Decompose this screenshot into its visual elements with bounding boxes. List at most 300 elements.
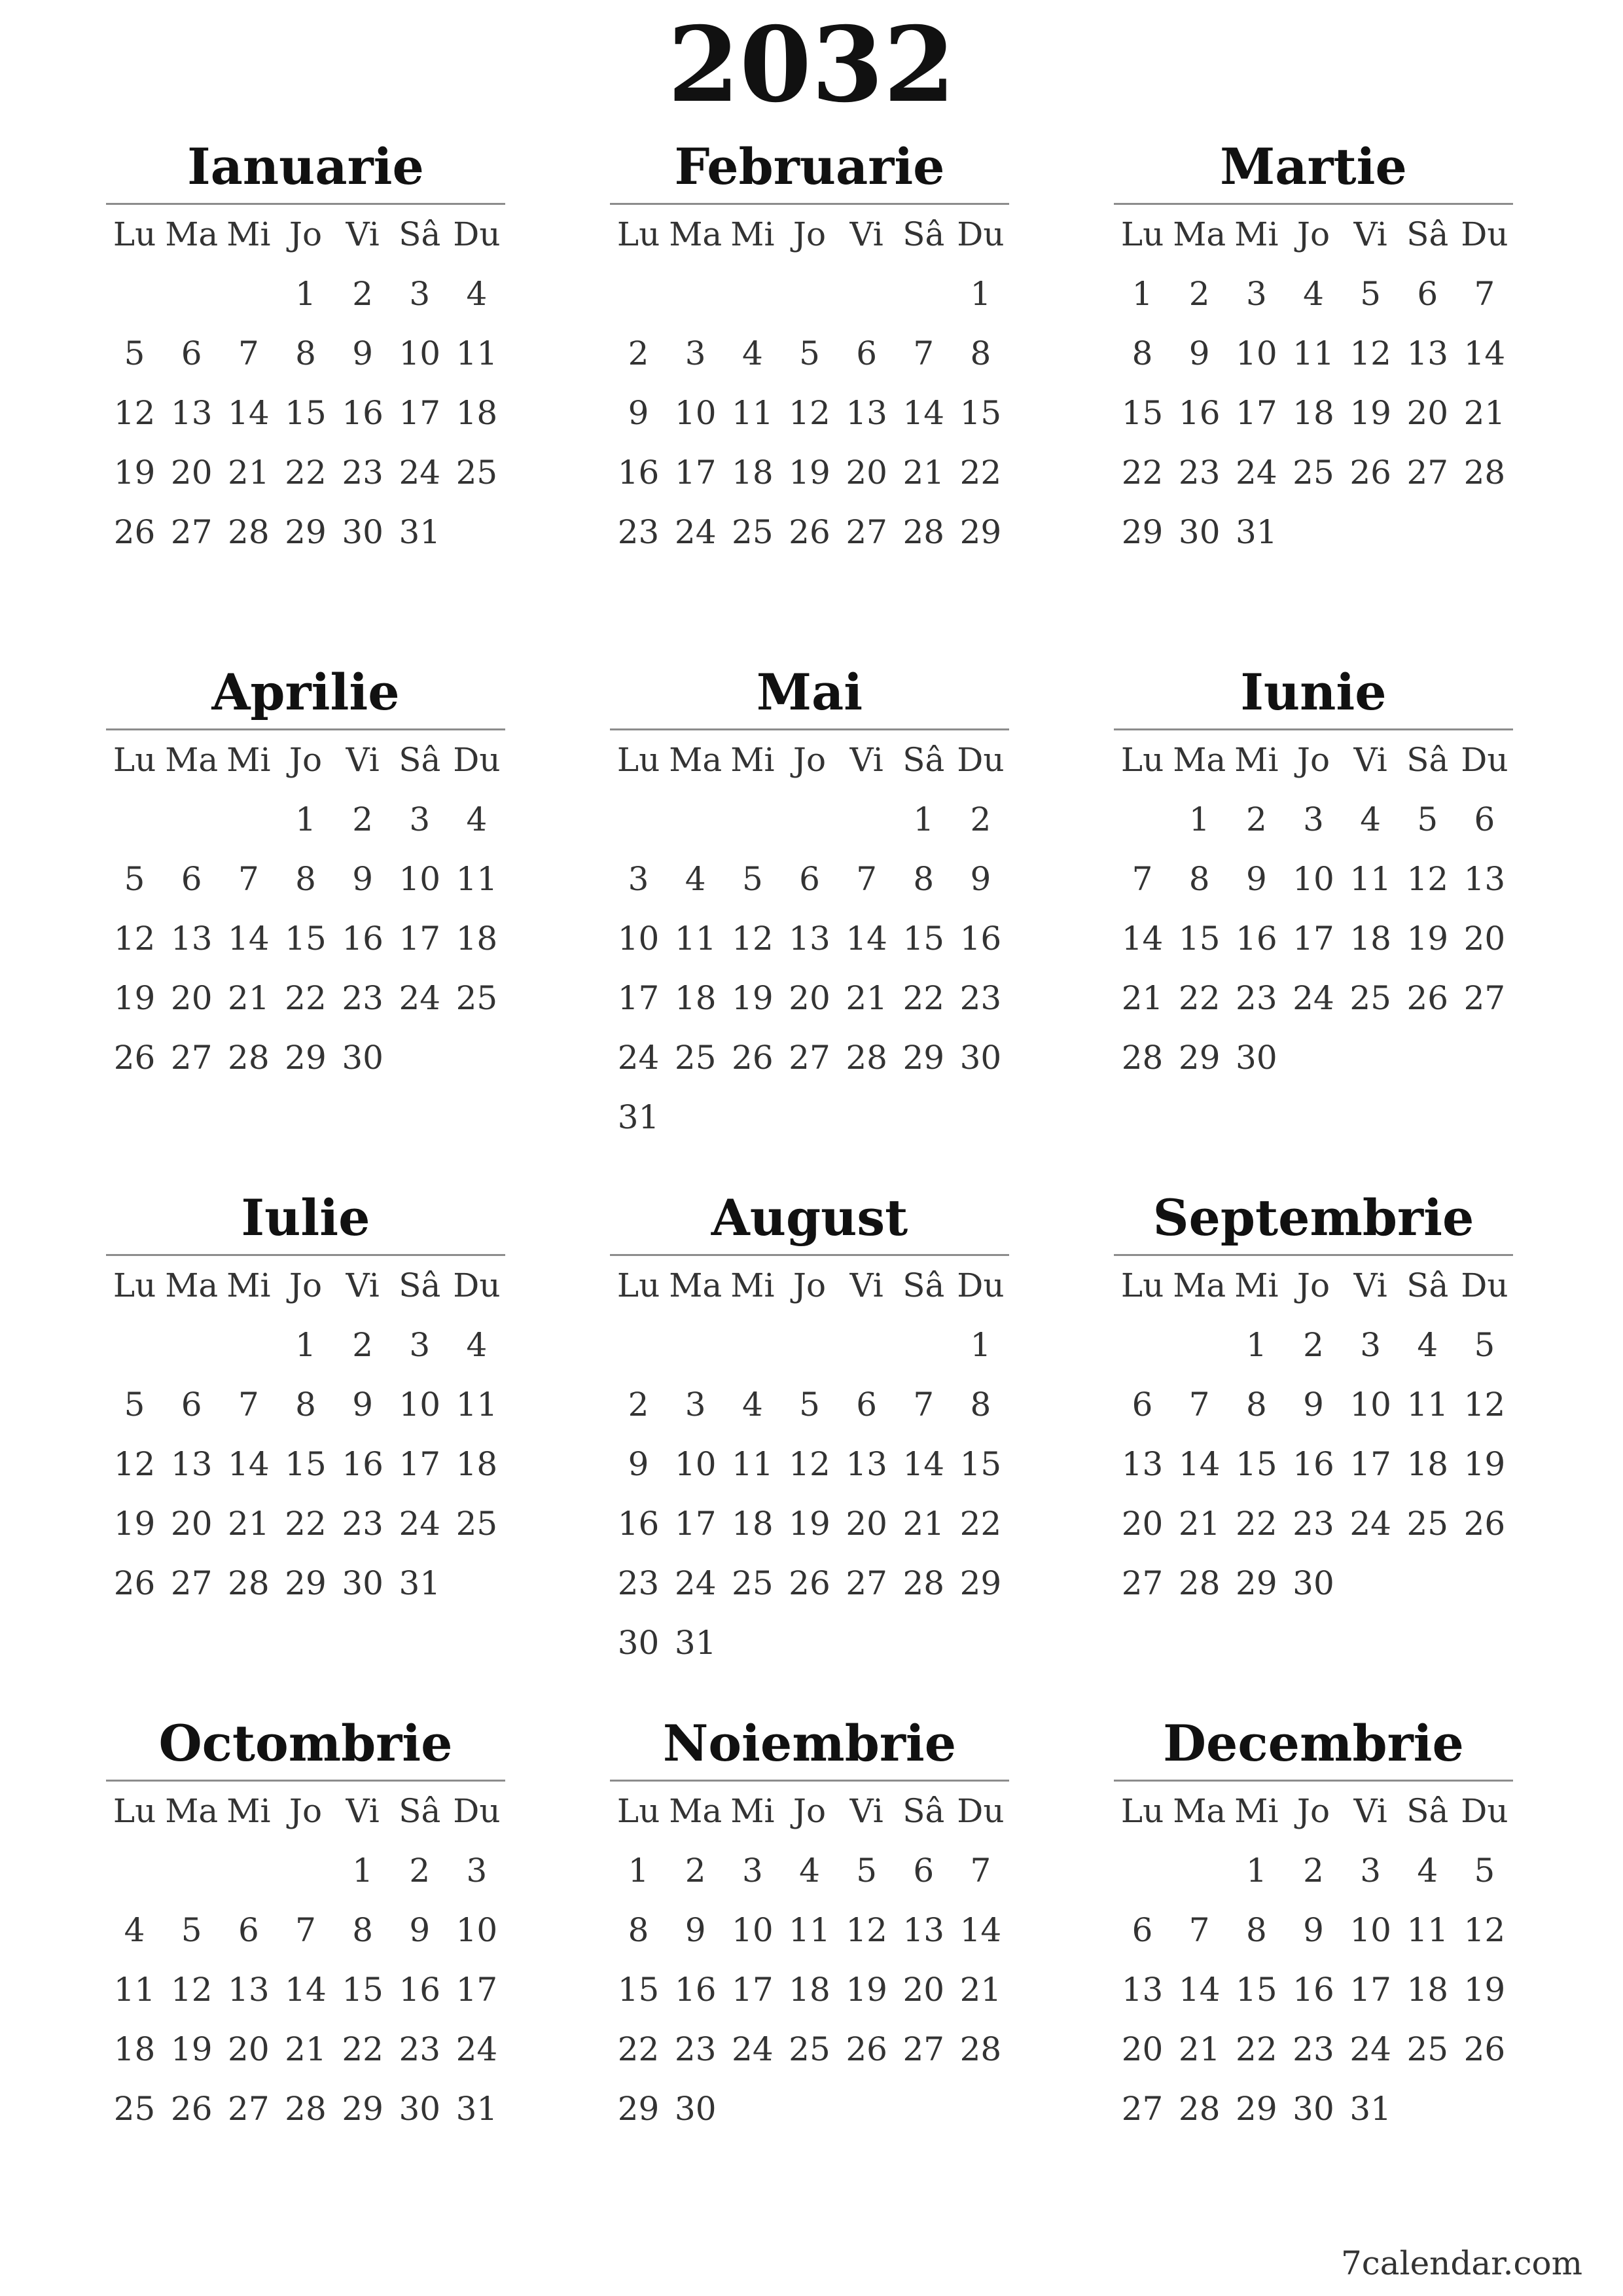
day-cell: 25	[1349, 979, 1391, 1017]
day-cell: 12	[789, 1445, 830, 1483]
weekday-header: Mi	[1234, 1266, 1279, 1304]
day-cell: 25	[789, 2030, 830, 2068]
year-title: 2032	[668, 5, 955, 126]
day-cell: 23	[1293, 2030, 1334, 2068]
day-cell: 24	[1349, 1505, 1391, 1543]
weekday-header: Jo	[1296, 215, 1330, 253]
day-cell: 5	[124, 1386, 145, 1424]
day-cell: 10	[617, 920, 660, 958]
day-cell: 2	[628, 1386, 649, 1424]
day-cell: 6	[1474, 800, 1495, 838]
day-cell: 13	[170, 1445, 213, 1483]
day-cell: 21	[228, 1505, 270, 1543]
day-cell: 8	[1245, 1386, 1267, 1424]
day-cell: 31	[1349, 2090, 1391, 2128]
day-cell: 27	[1463, 979, 1506, 1017]
day-cell: 7	[970, 1852, 991, 1890]
day-cell: 23	[342, 1505, 383, 1543]
day-cell: 30	[959, 1039, 1002, 1077]
day-cell: 8	[970, 1386, 991, 1424]
day-cell: 31	[674, 1624, 717, 1662]
day-cell: 27	[846, 1564, 887, 1602]
weekday-header: Du	[957, 1266, 1005, 1304]
weekday-header: Sâ	[1406, 741, 1449, 779]
weekday-header: Sâ	[1406, 215, 1449, 253]
day-cell: 27	[846, 513, 887, 551]
weekday-header: Lu	[616, 215, 660, 253]
empty-day-cell	[1171, 1841, 1228, 1901]
empty-day-cell	[610, 790, 667, 850]
empty-day-cell	[163, 790, 220, 850]
weekday-header: Ma	[165, 1792, 219, 1830]
day-cell: 27	[170, 1564, 213, 1602]
day-cell: 9	[409, 1911, 431, 1949]
month-block	[610, 1182, 1009, 1673]
weekday-header: Ma	[669, 1266, 722, 1304]
day-cell: 29	[617, 2090, 660, 2128]
day-cell: 24	[674, 1564, 717, 1602]
day-cell: 29	[959, 1564, 1002, 1602]
day-cell: 5	[799, 334, 820, 372]
day-cell: 4	[799, 1852, 820, 1890]
day-cell: 18	[455, 920, 498, 958]
day-cell: 14	[846, 920, 887, 958]
day-cell: 13	[789, 920, 830, 958]
day-cell: 24	[1236, 454, 1277, 492]
weekday-header: Ma	[165, 741, 219, 779]
month-name: Martie	[1220, 137, 1407, 196]
day-cell: 26	[1406, 979, 1449, 1017]
day-cell: 2	[1245, 800, 1267, 838]
day-cell: 14	[959, 1911, 1002, 1949]
day-cell: 7	[1474, 275, 1495, 313]
day-cell: 26	[170, 2090, 213, 2128]
day-cell: 19	[1349, 394, 1391, 432]
month-name: Mai	[756, 663, 863, 721]
day-cell: 21	[285, 2030, 327, 2068]
day-cell: 6	[181, 334, 202, 372]
day-cell: 17	[1349, 1445, 1391, 1483]
day-cell: 1	[295, 800, 316, 838]
day-cell: 22	[617, 2030, 660, 2068]
weekday-header: Sâ	[399, 215, 441, 253]
day-cell: 31	[399, 1564, 441, 1602]
day-cell: 26	[789, 1564, 830, 1602]
day-cell: 19	[789, 454, 830, 492]
day-cell: 28	[1121, 1039, 1164, 1077]
weekday-header: Sâ	[902, 215, 945, 253]
day-cell: 31	[1236, 513, 1277, 551]
day-cell: 16	[1293, 1971, 1334, 2009]
day-cell: 12	[789, 394, 830, 432]
day-cell: 30	[1236, 1039, 1277, 1077]
day-cell: 10	[1293, 860, 1334, 898]
day-cell: 15	[902, 920, 945, 958]
day-cell: 8	[295, 1386, 316, 1424]
day-cell: 22	[959, 1505, 1002, 1543]
day-cell: 16	[342, 1445, 383, 1483]
day-cell: 23	[342, 979, 383, 1017]
day-cell: 6	[913, 1852, 935, 1890]
weekday-header: Mi	[1234, 741, 1279, 779]
day-cell: 18	[1349, 920, 1391, 958]
day-cell: 5	[1474, 1852, 1495, 1890]
day-cell: 16	[1236, 920, 1277, 958]
month-block	[610, 131, 1009, 562]
day-cell: 21	[959, 1971, 1002, 2009]
month-name: Decembrie	[1163, 1714, 1464, 1772]
day-cell: 18	[674, 979, 717, 1017]
day-cell: 3	[685, 334, 706, 372]
day-cell: 15	[959, 1445, 1002, 1483]
day-cell: 30	[1293, 2090, 1334, 2128]
day-cell: 11	[732, 1445, 774, 1483]
day-cell: 10	[399, 334, 441, 372]
day-cell: 12	[732, 920, 774, 958]
day-cell: 16	[959, 920, 1002, 958]
day-cell: 3	[1360, 1326, 1382, 1364]
weekday-header: Jo	[1296, 1792, 1330, 1830]
day-cell: 13	[1121, 1971, 1164, 2009]
weekday-header: Sâ	[902, 1266, 945, 1304]
month-day-grid	[1114, 730, 1513, 1088]
day-cell: 3	[409, 1326, 431, 1364]
weekday-header: Mi	[730, 741, 775, 779]
day-cell: 18	[1406, 1971, 1449, 2009]
weekday-header: Lu	[113, 741, 156, 779]
day-cell: 17	[674, 1505, 717, 1543]
weekday-header: Jo	[793, 741, 827, 779]
day-cell: 28	[1463, 454, 1506, 492]
day-cell: 23	[617, 1564, 660, 1602]
day-cell: 13	[228, 1971, 270, 2009]
weekday-header: Vi	[346, 1266, 380, 1304]
day-cell: 19	[113, 1505, 156, 1543]
day-cell: 8	[1245, 1911, 1267, 1949]
weekday-header: Ma	[669, 1792, 722, 1830]
weekday-header: Sâ	[902, 1792, 945, 1830]
day-cell: 27	[789, 1039, 830, 1077]
weekday-header: Jo	[289, 1792, 323, 1830]
weekday-header: Lu	[616, 741, 660, 779]
month-day-grid	[1114, 1256, 1513, 1613]
day-cell: 11	[674, 920, 717, 958]
day-cell: 25	[1406, 2030, 1449, 2068]
day-cell: 19	[170, 2030, 213, 2068]
day-cell: 29	[1178, 1039, 1221, 1077]
day-cell: 29	[1236, 1564, 1277, 1602]
day-cell: 5	[1417, 800, 1438, 838]
weekday-header: Ma	[165, 1266, 219, 1304]
day-cell: 3	[628, 860, 649, 898]
day-cell: 6	[856, 334, 878, 372]
empty-day-cell	[220, 1316, 277, 1375]
day-cell: 29	[1121, 513, 1164, 551]
weekday-header: Vi	[346, 741, 380, 779]
day-cell: 15	[1178, 920, 1221, 958]
day-cell: 13	[846, 1445, 887, 1483]
empty-day-cell	[1171, 1316, 1228, 1375]
day-cell: 22	[1121, 454, 1164, 492]
day-cell: 1	[1245, 1326, 1267, 1364]
day-cell: 6	[1417, 275, 1438, 313]
footer-site-credit[interactable]: 7calendar.com	[1340, 2244, 1582, 2282]
day-cell: 29	[902, 1039, 945, 1077]
day-cell: 4	[1360, 800, 1382, 838]
day-cell: 16	[342, 394, 383, 432]
day-cell: 16	[342, 920, 383, 958]
day-cell: 13	[170, 920, 213, 958]
day-cell: 17	[674, 454, 717, 492]
day-cell: 5	[741, 860, 763, 898]
day-cell: 14	[228, 1445, 270, 1483]
day-cell: 7	[238, 1386, 259, 1424]
day-cell: 1	[1132, 275, 1153, 313]
day-cell: 24	[617, 1039, 660, 1077]
day-cell: 30	[342, 513, 383, 551]
weekday-header: Sâ	[902, 741, 945, 779]
weekday-header: Vi	[1353, 215, 1387, 253]
day-cell: 15	[285, 920, 327, 958]
weekday-header: Jo	[793, 1266, 827, 1304]
empty-day-cell	[106, 1316, 163, 1375]
day-cell: 3	[409, 800, 431, 838]
day-cell: 7	[856, 860, 878, 898]
day-cell: 5	[181, 1911, 202, 1949]
day-cell: 10	[674, 1445, 717, 1483]
day-cell: 21	[228, 454, 270, 492]
month-day-grid	[106, 1256, 505, 1613]
weekday-header: Ma	[1173, 741, 1226, 779]
day-cell: 16	[1178, 394, 1221, 432]
day-cell: 26	[113, 513, 156, 551]
day-cell: 8	[352, 1911, 374, 1949]
weekday-header: Lu	[616, 1266, 660, 1304]
day-cell: 21	[1178, 1505, 1221, 1543]
day-cell: 14	[1178, 1445, 1221, 1483]
day-cell: 5	[799, 1386, 820, 1424]
day-cell: 21	[1178, 2030, 1221, 2068]
day-cell: 16	[399, 1971, 441, 2009]
weekday-header: Jo	[289, 741, 323, 779]
empty-day-cell	[895, 1316, 952, 1375]
empty-day-cell	[163, 264, 220, 324]
empty-day-cell	[781, 264, 838, 324]
empty-day-cell	[838, 264, 895, 324]
day-cell: 26	[113, 1564, 156, 1602]
day-cell: 24	[399, 1505, 441, 1543]
day-cell: 19	[789, 1505, 830, 1543]
day-cell: 30	[1178, 513, 1221, 551]
day-cell: 14	[285, 1971, 327, 2009]
day-cell: 3	[1303, 800, 1324, 838]
weekday-header: Lu	[1120, 215, 1164, 253]
day-cell: 2	[628, 334, 649, 372]
weekday-header: Jo	[289, 215, 323, 253]
weekday-header: Du	[1461, 741, 1508, 779]
weekday-header: Mi	[226, 741, 271, 779]
day-cell: 24	[399, 979, 441, 1017]
empty-day-cell	[106, 264, 163, 324]
day-cell: 25	[1406, 1505, 1449, 1543]
day-cell: 2	[685, 1852, 706, 1890]
day-cell: 10	[674, 394, 717, 432]
day-cell: 26	[846, 2030, 887, 2068]
day-cell: 26	[1463, 1505, 1506, 1543]
day-cell: 3	[1360, 1852, 1382, 1890]
month-day-grid	[610, 205, 1009, 562]
day-cell: 11	[1406, 1386, 1449, 1424]
day-cell: 15	[285, 394, 327, 432]
day-cell: 21	[228, 979, 270, 1017]
day-cell: 19	[1463, 1971, 1506, 2009]
weekday-header: Lu	[1120, 741, 1164, 779]
day-cell: 20	[846, 1505, 887, 1543]
day-cell: 22	[959, 454, 1002, 492]
weekday-header: Sâ	[399, 741, 441, 779]
day-cell: 7	[913, 1386, 935, 1424]
day-cell: 20	[902, 1971, 945, 2009]
day-cell: 9	[685, 1911, 706, 1949]
day-cell: 17	[732, 1971, 774, 2009]
month-name: Septembrie	[1152, 1189, 1474, 1247]
day-cell: 21	[846, 979, 887, 1017]
weekday-header: Vi	[849, 215, 883, 253]
month-day-grid	[610, 730, 1009, 1147]
day-cell: 4	[685, 860, 706, 898]
weekday-header: Du	[957, 741, 1005, 779]
day-cell: 17	[399, 920, 441, 958]
day-cell: 25	[113, 2090, 156, 2128]
day-cell: 22	[1236, 2030, 1277, 2068]
day-cell: 8	[295, 860, 316, 898]
day-cell: 1	[970, 275, 991, 313]
month-name: Februarie	[674, 137, 945, 196]
weekday-header: Jo	[289, 1266, 323, 1304]
weekday-header: Lu	[113, 215, 156, 253]
day-cell: 5	[1474, 1326, 1495, 1364]
day-cell: 24	[399, 454, 441, 492]
month-block	[1114, 1708, 1513, 2139]
weekday-header: Ma	[165, 215, 219, 253]
day-cell: 1	[970, 1326, 991, 1364]
weekday-header: Mi	[226, 1792, 271, 1830]
weekday-header: Vi	[346, 1792, 380, 1830]
day-cell: 14	[1121, 920, 1164, 958]
day-cell: 20	[170, 454, 213, 492]
month-day-grid	[106, 205, 505, 562]
day-cell: 28	[902, 513, 945, 551]
day-cell: 14	[228, 394, 270, 432]
weekday-header: Vi	[849, 1266, 883, 1304]
empty-day-cell	[1114, 790, 1171, 850]
day-cell: 28	[1178, 2090, 1221, 2128]
day-cell: 5	[856, 1852, 878, 1890]
day-cell: 25	[455, 1505, 498, 1543]
day-cell: 12	[113, 394, 156, 432]
empty-day-cell	[838, 790, 895, 850]
day-cell: 6	[1132, 1911, 1153, 1949]
day-cell: 25	[732, 1564, 774, 1602]
month-block	[106, 1708, 505, 2139]
day-cell: 15	[1236, 1971, 1277, 2009]
day-cell: 14	[1178, 1971, 1221, 2009]
weekday-header: Jo	[1296, 1266, 1330, 1304]
weekday-header: Ma	[1173, 215, 1226, 253]
day-cell: 24	[674, 513, 717, 551]
weekday-header: Jo	[1296, 741, 1330, 779]
day-cell: 24	[732, 2030, 774, 2068]
day-cell: 27	[170, 513, 213, 551]
day-cell: 28	[228, 1564, 270, 1602]
weekday-header: Lu	[616, 1792, 660, 1830]
day-cell: 27	[1406, 454, 1449, 492]
day-cell: 5	[124, 334, 145, 372]
day-cell: 9	[628, 1445, 649, 1483]
day-cell: 2	[1188, 275, 1210, 313]
day-cell: 6	[856, 1386, 878, 1424]
day-cell: 18	[732, 454, 774, 492]
day-cell: 12	[1463, 1386, 1506, 1424]
day-cell: 10	[1349, 1911, 1391, 1949]
day-cell: 7	[1132, 860, 1153, 898]
day-cell: 21	[902, 454, 945, 492]
day-cell: 23	[674, 2030, 717, 2068]
day-cell: 24	[455, 2030, 498, 2068]
day-cell: 20	[846, 454, 887, 492]
day-cell: 14	[228, 920, 270, 958]
day-cell: 12	[846, 1911, 887, 1949]
day-cell: 20	[1463, 920, 1506, 958]
day-cell: 23	[1293, 1505, 1334, 1543]
weekday-header: Vi	[346, 215, 380, 253]
weekday-header: Vi	[849, 1792, 883, 1830]
empty-day-cell	[277, 1841, 334, 1901]
day-cell: 27	[1121, 1564, 1164, 1602]
day-cell: 11	[1293, 334, 1334, 372]
day-cell: 13	[1121, 1445, 1164, 1483]
day-cell: 4	[124, 1911, 145, 1949]
month-block	[106, 656, 505, 1088]
day-cell: 11	[789, 1911, 830, 1949]
weekday-header: Lu	[113, 1792, 156, 1830]
day-cell: 5	[124, 860, 145, 898]
day-cell: 11	[455, 860, 498, 898]
month-day-grid	[1114, 205, 1513, 562]
day-cell: 20	[789, 979, 830, 1017]
weekday-header: Mi	[730, 1266, 775, 1304]
day-cell: 19	[1463, 1445, 1506, 1483]
day-cell: 12	[113, 1445, 156, 1483]
month-name: Iulie	[241, 1189, 370, 1247]
day-cell: 20	[228, 2030, 270, 2068]
day-cell: 12	[1349, 334, 1391, 372]
day-cell: 7	[295, 1911, 316, 1949]
month-block	[106, 131, 505, 562]
day-cell: 25	[732, 513, 774, 551]
empty-day-cell	[106, 1841, 163, 1901]
day-cell: 29	[285, 1039, 327, 1077]
day-cell: 27	[902, 2030, 945, 2068]
day-cell: 17	[617, 979, 660, 1017]
day-cell: 9	[1188, 334, 1210, 372]
weekday-header: Du	[957, 1792, 1005, 1830]
day-cell: 6	[1132, 1386, 1153, 1424]
day-cell: 26	[1463, 2030, 1506, 2068]
day-cell: 3	[466, 1852, 488, 1890]
day-cell: 15	[342, 1971, 383, 2009]
day-cell: 13	[902, 1911, 945, 1949]
